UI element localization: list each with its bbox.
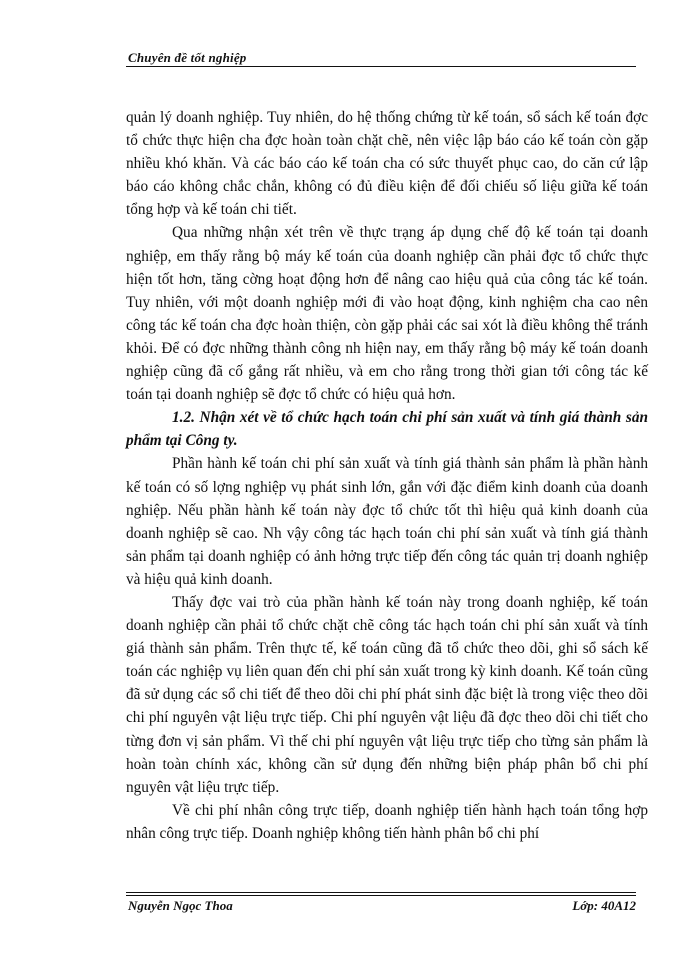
paragraph-5: Về chi phí nhân công trực tiếp, doanh nghiệp tiến hành hạch toán tổng hợp nhân công trực tiếp. Doanh nghiệp không tiến hành phân bổ chi phí — [126, 801, 648, 842]
document-body — [126, 106, 648, 845]
paragraph-1: quản lý doanh nghiệp. Tuy nhiên, do hệ thống chứng từ kế toán, sổ sách kế toán đợc tổ chức thực hiện cha đợc hoàn toàn chặt chẽ, nên việc lập báo cáo kế toán còn gặp nhiều khó khăn. Và các báo cáo kế toán cha có sức thuyết phục cao, do căn cứ lập báo cáo không chắc chắn, không có đủ điều kiện để đối chiếu số liệu giữa kế toán tổng hợp và kế toán chi tiết. — [126, 109, 648, 219]
header-title: Chuyên đề tốt nghiệp — [128, 50, 247, 65]
paragraph-2: Qua những nhận xét trên về thực trạng áp dụng chế độ kế toán tại doanh nghiệp, em thấy rằng bộ máy kế toán của doanh nghiệp cần phải đợc tổ chức thực hiện tốt hơn, tăng cờng hoạt động hơn để nâng cao hiệu quả của công tác kế toán. Tuy nhiên, với một doanh nghiệp mới đi vào hoạt động, kinh nghiệm cha cao nên công tác kế toán cha đợc hoàn thiện, còn gặp phải các sai xót là điều không thể tránh khỏi. Để có đợc những thành công nh hiện nay, em thấy rằng bộ máy kế toán doanh nghiệp cũng đã cố gắng rất nhiều, và em cho rằng trong thời gian tới công tác kế toán tại doanh nghiệp sẽ đợc tổ chức có hiệu quả hơn. — [126, 224, 648, 404]
header-rule — [126, 66, 636, 67]
paragraph-3: Phần hành kế toán chi phí sản xuất và tính giá thành sản phẩm là phần hành kế toán có số lợng nghiệp vụ phát sinh lớn, gắn với đặc điểm kinh doanh của doanh nghiệp. Nếu phần hành kế toán này đợc tổ chức tốt thì hiệu quả kinh doanh của doanh nghiệp sẽ cao. Nh vậy công tác hạch toán chi phí sản xuất và tính giá thành sản phẩm tại doanh nghiệp có ảnh hởng trực tiếp đến công tác quản trị doanh nghiệp và hiệu quả kinh doanh. — [126, 455, 648, 588]
footer-author: Nguyễn Ngọc Thoa — [128, 898, 233, 913]
footer-rule — [126, 892, 636, 893]
footer-class: Lớp: 40A12 — [572, 898, 636, 913]
paragraph-4: Thấy đợc vai trò của phần hành kế toán này trong doanh nghiệp, kế toán doanh nghiệp cần phải tổ chức chặt chẽ công tác hạch toán chi phí sản xuất và tính giá thành sản phẩm. Trên thực tế, kế toán cũng đã tổ chức theo dõi, ghi sổ sách kế toán các nghiệp vụ liên quan đến chi phí sản xuất trong kỳ kinh doanh. Kế toán cũng đã sử dụng các sổ chi tiết để theo dõi chi phí phát sinh đặc biệt là trong việc theo dõi chi phí nguyên vật liệu trực tiếp. Chi phí nguyên vật liệu đã đợc theo dõi chi tiết cho từng đơn vị sản phẩm. Vì thế chi phí nguyên vật liệu trực tiếp cho từng sản phẩm là hoàn toàn chính xác, không cần sử dụng đến những biện pháp phân bổ chi phí nguyên vật liệu trực tiếp. — [126, 593, 648, 796]
footer-rule-thin — [126, 895, 636, 896]
section-heading: 1.2. Nhận xét về tổ chức hạch toán chi phí sản xuất và tính giá thành sản phẩm tại Công ty. — [126, 409, 648, 450]
